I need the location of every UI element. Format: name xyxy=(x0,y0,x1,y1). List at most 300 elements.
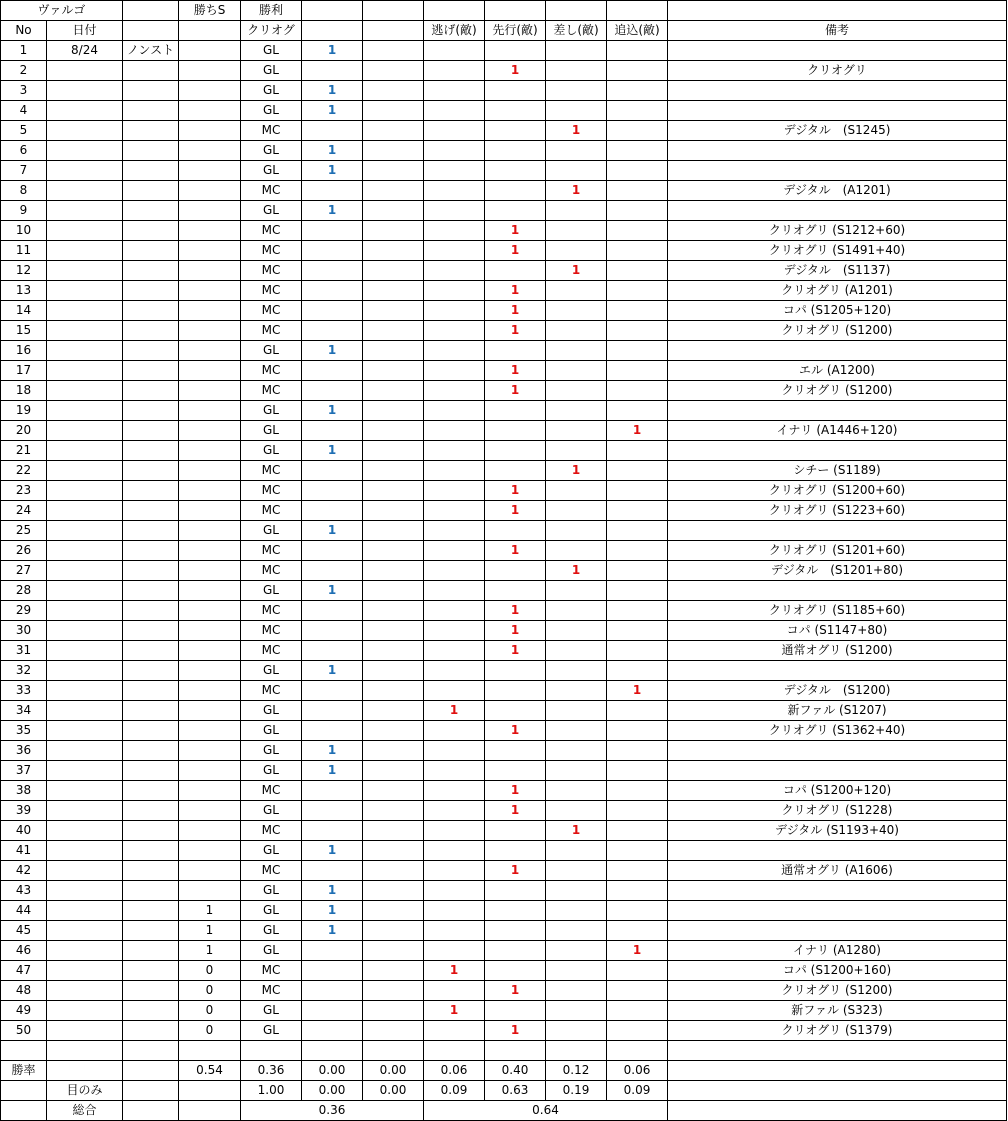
row-kuriogu[interactable] xyxy=(302,981,363,1001)
row-senko[interactable] xyxy=(485,881,546,901)
row-no[interactable]: 15 xyxy=(1,321,47,341)
row-senko[interactable] xyxy=(485,341,546,361)
row-col-d[interactable] xyxy=(179,381,241,401)
row-kachi-s[interactable]: MC xyxy=(241,861,302,881)
cell[interactable] xyxy=(363,1001,424,1021)
row-sashi[interactable] xyxy=(546,801,607,821)
row-kachi-s[interactable]: GL xyxy=(241,801,302,821)
cell[interactable] xyxy=(424,1041,485,1061)
row-date[interactable] xyxy=(47,141,123,161)
row-col-c[interactable] xyxy=(123,341,179,361)
row-note[interactable]: クリオグリ (S1223+60) xyxy=(668,501,1007,521)
row-date[interactable] xyxy=(47,461,123,481)
row-kuriogu[interactable]: 1 xyxy=(302,201,363,221)
cell[interactable] xyxy=(363,1021,424,1041)
row-note[interactable]: 通常オグリ (S1200) xyxy=(668,641,1007,661)
cell[interactable] xyxy=(363,341,424,361)
row-no[interactable]: 12 xyxy=(1,261,47,281)
row-oikomi[interactable] xyxy=(607,481,668,501)
row-senko[interactable]: 1 xyxy=(485,541,546,561)
row-col-c[interactable] xyxy=(123,361,179,381)
row-col-c[interactable] xyxy=(123,581,179,601)
row-kuriogu[interactable]: 1 xyxy=(302,401,363,421)
cell[interactable] xyxy=(363,1041,424,1061)
row-date[interactable] xyxy=(47,781,123,801)
row-col-d[interactable] xyxy=(179,321,241,341)
row-oikomi[interactable] xyxy=(607,221,668,241)
win-rate-senko[interactable]: 0.40 xyxy=(485,1061,546,1081)
row-col-c[interactable] xyxy=(123,81,179,101)
row-nige[interactable] xyxy=(424,321,485,341)
row-sashi[interactable] xyxy=(546,381,607,401)
total-left[interactable]: 0.36 xyxy=(241,1101,424,1121)
me-only-nige[interactable]: 0.09 xyxy=(424,1081,485,1101)
row-col-d[interactable] xyxy=(179,261,241,281)
row-kachi-s[interactable]: MC xyxy=(241,541,302,561)
row-senko[interactable]: 1 xyxy=(485,481,546,501)
row-kuriogu[interactable] xyxy=(302,801,363,821)
row-sashi[interactable]: 1 xyxy=(546,561,607,581)
row-no[interactable]: 19 xyxy=(1,401,47,421)
row-no[interactable]: 21 xyxy=(1,441,47,461)
row-no[interactable]: 44 xyxy=(1,901,47,921)
cell[interactable] xyxy=(363,641,424,661)
row-nige[interactable] xyxy=(424,521,485,541)
row-oikomi[interactable] xyxy=(607,961,668,981)
row-col-c[interactable] xyxy=(123,721,179,741)
row-col-c[interactable] xyxy=(123,221,179,241)
row-senko[interactable] xyxy=(485,121,546,141)
row-kuriogu[interactable] xyxy=(302,121,363,141)
row-sashi[interactable] xyxy=(546,621,607,641)
cell[interactable] xyxy=(123,1101,179,1121)
row-note[interactable]: クリオグリ (S1201+60) xyxy=(668,541,1007,561)
row-no[interactable]: 4 xyxy=(1,101,47,121)
row-no[interactable]: 23 xyxy=(1,481,47,501)
row-date[interactable] xyxy=(47,881,123,901)
row-date[interactable] xyxy=(47,61,123,81)
row-no[interactable]: 50 xyxy=(1,1021,47,1041)
row-senko[interactable] xyxy=(485,421,546,441)
win-rate-col-g[interactable]: 0.00 xyxy=(363,1061,424,1081)
row-oikomi[interactable] xyxy=(607,81,668,101)
row-sashi[interactable]: 1 xyxy=(546,261,607,281)
row-col-c[interactable] xyxy=(123,1021,179,1041)
row-no[interactable]: 45 xyxy=(1,921,47,941)
cell[interactable] xyxy=(363,461,424,481)
row-nige[interactable] xyxy=(424,61,485,81)
win-rate-oikomi[interactable]: 0.06 xyxy=(607,1061,668,1081)
row-sashi[interactable] xyxy=(546,921,607,941)
row-note[interactable] xyxy=(668,341,1007,361)
row-kachi-s[interactable]: MC xyxy=(241,641,302,661)
row-sashi[interactable] xyxy=(546,241,607,261)
row-senko[interactable]: 1 xyxy=(485,621,546,641)
cell[interactable] xyxy=(47,1041,123,1061)
row-nige[interactable] xyxy=(424,661,485,681)
row-senko[interactable] xyxy=(485,701,546,721)
row-sashi[interactable] xyxy=(546,521,607,541)
cell[interactable] xyxy=(668,1041,1007,1061)
row-oikomi[interactable] xyxy=(607,741,668,761)
row-kuriogu[interactable] xyxy=(302,601,363,621)
row-nige[interactable]: 1 xyxy=(424,1001,485,1021)
row-senko[interactable] xyxy=(485,921,546,941)
cell[interactable] xyxy=(363,781,424,801)
row-kachi-s[interactable]: GL xyxy=(241,521,302,541)
row-oikomi[interactable] xyxy=(607,61,668,81)
row-date[interactable] xyxy=(47,561,123,581)
cell[interactable] xyxy=(363,221,424,241)
row-kachi-s[interactable]: MC xyxy=(241,301,302,321)
cell[interactable] xyxy=(179,1041,241,1061)
row-nige[interactable] xyxy=(424,41,485,61)
row-oikomi[interactable] xyxy=(607,1001,668,1021)
row-no[interactable]: 10 xyxy=(1,221,47,241)
row-oikomi[interactable] xyxy=(607,761,668,781)
row-kuriogu[interactable]: 1 xyxy=(302,521,363,541)
row-col-d[interactable] xyxy=(179,721,241,741)
cell[interactable] xyxy=(363,321,424,341)
row-nige[interactable] xyxy=(424,621,485,641)
row-oikomi[interactable] xyxy=(607,321,668,341)
row-date[interactable] xyxy=(47,1021,123,1041)
cell[interactable] xyxy=(363,601,424,621)
row-date[interactable] xyxy=(47,361,123,381)
row-kachi-s[interactable]: GL xyxy=(241,161,302,181)
row-no[interactable]: 27 xyxy=(1,561,47,581)
row-col-d[interactable] xyxy=(179,481,241,501)
cell[interactable] xyxy=(241,1041,302,1061)
row-kuriogu[interactable] xyxy=(302,781,363,801)
row-senko[interactable]: 1 xyxy=(485,361,546,381)
cell[interactable] xyxy=(363,201,424,221)
row-col-d[interactable] xyxy=(179,421,241,441)
row-col-c[interactable] xyxy=(123,421,179,441)
row-no[interactable]: 49 xyxy=(1,1001,47,1021)
row-date[interactable] xyxy=(47,441,123,461)
row-kuriogu[interactable]: 1 xyxy=(302,741,363,761)
row-note[interactable] xyxy=(668,761,1007,781)
row-oikomi[interactable]: 1 xyxy=(607,941,668,961)
row-sashi[interactable] xyxy=(546,741,607,761)
cell[interactable] xyxy=(1,1041,47,1061)
row-kachi-s[interactable]: MC xyxy=(241,381,302,401)
row-sashi[interactable] xyxy=(546,541,607,561)
row-col-c[interactable] xyxy=(123,441,179,461)
row-note[interactable] xyxy=(668,41,1007,61)
header-col-d[interactable] xyxy=(179,21,241,41)
row-kachi-s[interactable]: MC xyxy=(241,561,302,581)
row-sashi[interactable] xyxy=(546,161,607,181)
group-header-kachi-s[interactable]: 勝ちS xyxy=(179,1,241,21)
row-note[interactable]: クリオグリ (A1201) xyxy=(668,281,1007,301)
row-date[interactable] xyxy=(47,481,123,501)
row-kachi-s[interactable]: GL xyxy=(241,701,302,721)
me-only-col-g[interactable]: 0.00 xyxy=(363,1081,424,1101)
row-no[interactable]: 14 xyxy=(1,301,47,321)
row-col-d[interactable] xyxy=(179,601,241,621)
row-kachi-s[interactable]: GL xyxy=(241,141,302,161)
row-kachi-s[interactable]: GL xyxy=(241,101,302,121)
cell[interactable] xyxy=(363,761,424,781)
row-note[interactable] xyxy=(668,401,1007,421)
cell[interactable] xyxy=(363,441,424,461)
row-kachi-s[interactable]: MC xyxy=(241,361,302,381)
sheet-title[interactable]: ヴァルゴ xyxy=(1,1,123,21)
row-note[interactable]: クリオグリ (S1491+40) xyxy=(668,241,1007,261)
row-no[interactable]: 37 xyxy=(1,761,47,781)
row-no[interactable]: 17 xyxy=(1,361,47,381)
cell[interactable] xyxy=(485,1,546,21)
row-col-c[interactable] xyxy=(123,741,179,761)
cell[interactable] xyxy=(363,161,424,181)
cell[interactable] xyxy=(302,1041,363,1061)
row-date[interactable] xyxy=(47,161,123,181)
row-date[interactable] xyxy=(47,301,123,321)
row-no[interactable]: 48 xyxy=(1,981,47,1001)
row-date[interactable] xyxy=(47,721,123,741)
row-col-d[interactable] xyxy=(179,281,241,301)
row-senko[interactable]: 1 xyxy=(485,1021,546,1041)
row-oikomi[interactable] xyxy=(607,621,668,641)
row-nige[interactable] xyxy=(424,801,485,821)
win-rate-kuriogu[interactable]: 0.36 xyxy=(241,1061,302,1081)
row-col-c[interactable] xyxy=(123,101,179,121)
cell[interactable] xyxy=(363,61,424,81)
row-sashi[interactable] xyxy=(546,841,607,861)
row-sashi[interactable] xyxy=(546,61,607,81)
row-senko[interactable] xyxy=(485,901,546,921)
row-col-c[interactable] xyxy=(123,861,179,881)
row-senko[interactable] xyxy=(485,101,546,121)
row-sashi[interactable] xyxy=(546,1001,607,1021)
row-note[interactable] xyxy=(668,141,1007,161)
me-only-sashi[interactable]: 0.19 xyxy=(546,1081,607,1101)
row-kachi-s[interactable]: GL xyxy=(241,41,302,61)
cell[interactable] xyxy=(363,281,424,301)
row-col-c[interactable] xyxy=(123,881,179,901)
row-note[interactable] xyxy=(668,201,1007,221)
cell[interactable] xyxy=(363,421,424,441)
row-senko[interactable]: 1 xyxy=(485,781,546,801)
row-date[interactable] xyxy=(47,701,123,721)
cell[interactable] xyxy=(363,681,424,701)
row-senko[interactable] xyxy=(485,141,546,161)
row-col-c[interactable] xyxy=(123,961,179,981)
row-kuriogu[interactable] xyxy=(302,541,363,561)
row-col-c[interactable] xyxy=(123,61,179,81)
row-nige[interactable] xyxy=(424,421,485,441)
row-no[interactable]: 16 xyxy=(1,341,47,361)
cell[interactable] xyxy=(363,121,424,141)
row-col-d[interactable] xyxy=(179,401,241,421)
header-col-f[interactable] xyxy=(302,21,363,41)
row-oikomi[interactable] xyxy=(607,461,668,481)
row-col-c[interactable] xyxy=(123,321,179,341)
row-col-c[interactable] xyxy=(123,901,179,921)
header-oikomi[interactable]: 追込(敵) xyxy=(607,21,668,41)
row-kachi-s[interactable]: GL xyxy=(241,581,302,601)
row-kuriogu[interactable] xyxy=(302,861,363,881)
row-col-d[interactable] xyxy=(179,861,241,881)
row-no[interactable]: 38 xyxy=(1,781,47,801)
row-no[interactable]: 35 xyxy=(1,721,47,741)
row-note[interactable]: エル (A1200) xyxy=(668,361,1007,381)
row-date[interactable] xyxy=(47,501,123,521)
row-no[interactable]: 2 xyxy=(1,61,47,81)
row-note[interactable] xyxy=(668,661,1007,681)
cell[interactable] xyxy=(363,141,424,161)
header-col-c[interactable] xyxy=(123,21,179,41)
row-note[interactable] xyxy=(668,81,1007,101)
row-kuriogu[interactable]: 1 xyxy=(302,841,363,861)
row-col-d[interactable] xyxy=(179,621,241,641)
win-rate-s[interactable]: 0.54 xyxy=(179,1061,241,1081)
row-nige[interactable] xyxy=(424,401,485,421)
cell[interactable] xyxy=(363,661,424,681)
row-kuriogu[interactable] xyxy=(302,241,363,261)
row-sashi[interactable] xyxy=(546,101,607,121)
row-col-d[interactable] xyxy=(179,541,241,561)
row-sashi[interactable]: 1 xyxy=(546,181,607,201)
header-senko[interactable]: 先行(敵) xyxy=(485,21,546,41)
row-note[interactable]: シチー (S1189) xyxy=(668,461,1007,481)
row-kachi-s[interactable]: GL xyxy=(241,201,302,221)
me-only-kuriogu[interactable]: 1.00 xyxy=(241,1081,302,1101)
header-sashi[interactable]: 差し(敵) xyxy=(546,21,607,41)
row-senko[interactable] xyxy=(485,961,546,981)
row-senko[interactable] xyxy=(485,841,546,861)
row-oikomi[interactable] xyxy=(607,661,668,681)
cell[interactable] xyxy=(1,1101,47,1121)
row-no[interactable]: 30 xyxy=(1,621,47,641)
row-kuriogu[interactable] xyxy=(302,1021,363,1041)
cell[interactable] xyxy=(123,1,179,21)
row-nige[interactable] xyxy=(424,581,485,601)
row-senko[interactable]: 1 xyxy=(485,321,546,341)
row-sashi[interactable] xyxy=(546,81,607,101)
win-rate-sashi[interactable]: 0.12 xyxy=(546,1061,607,1081)
row-nige[interactable] xyxy=(424,501,485,521)
row-col-c[interactable] xyxy=(123,181,179,201)
row-no[interactable]: 20 xyxy=(1,421,47,441)
row-oikomi[interactable] xyxy=(607,841,668,861)
row-col-d[interactable] xyxy=(179,101,241,121)
row-kuriogu[interactable] xyxy=(302,821,363,841)
row-kuriogu[interactable]: 1 xyxy=(302,881,363,901)
row-kachi-s[interactable]: GL xyxy=(241,761,302,781)
row-sashi[interactable] xyxy=(546,281,607,301)
row-kachi-s[interactable]: MC xyxy=(241,601,302,621)
row-col-c[interactable] xyxy=(123,141,179,161)
row-nige[interactable] xyxy=(424,161,485,181)
row-date[interactable] xyxy=(47,861,123,881)
row-oikomi[interactable] xyxy=(607,821,668,841)
cell[interactable] xyxy=(607,1,668,21)
row-date[interactable] xyxy=(47,741,123,761)
row-kachi-s[interactable]: MC xyxy=(241,281,302,301)
row-note[interactable] xyxy=(668,921,1007,941)
row-oikomi[interactable] xyxy=(607,381,668,401)
group-header-shouri[interactable]: 勝利 xyxy=(241,1,302,21)
row-kuriogu[interactable] xyxy=(302,181,363,201)
row-nige[interactable] xyxy=(424,121,485,141)
cell[interactable] xyxy=(424,1,485,21)
row-sashi[interactable] xyxy=(546,981,607,1001)
row-note[interactable]: クリオグリ (S1362+40) xyxy=(668,721,1007,741)
row-senko[interactable] xyxy=(485,941,546,961)
row-senko[interactable]: 1 xyxy=(485,801,546,821)
row-date[interactable] xyxy=(47,921,123,941)
cell[interactable] xyxy=(123,1041,179,1061)
row-nige[interactable] xyxy=(424,881,485,901)
row-sashi[interactable] xyxy=(546,401,607,421)
row-col-d[interactable] xyxy=(179,441,241,461)
row-kachi-s[interactable]: MC xyxy=(241,781,302,801)
row-no[interactable]: 18 xyxy=(1,381,47,401)
cell[interactable] xyxy=(363,261,424,281)
cell[interactable] xyxy=(363,921,424,941)
row-note[interactable] xyxy=(668,161,1007,181)
row-no[interactable]: 9 xyxy=(1,201,47,221)
row-kuriogu[interactable] xyxy=(302,621,363,641)
cell[interactable] xyxy=(363,741,424,761)
cell[interactable] xyxy=(363,621,424,641)
row-sashi[interactable] xyxy=(546,301,607,321)
row-col-c[interactable] xyxy=(123,521,179,541)
row-col-d[interactable] xyxy=(179,761,241,781)
row-kachi-s[interactable]: GL xyxy=(241,421,302,441)
row-oikomi[interactable]: 1 xyxy=(607,421,668,441)
row-nige[interactable] xyxy=(424,241,485,261)
row-col-d[interactable]: 0 xyxy=(179,981,241,1001)
row-no[interactable]: 11 xyxy=(1,241,47,261)
row-kachi-s[interactable]: MC xyxy=(241,981,302,1001)
row-senko[interactable] xyxy=(485,181,546,201)
row-kuriogu[interactable] xyxy=(302,701,363,721)
row-date[interactable] xyxy=(47,261,123,281)
row-senko[interactable] xyxy=(485,821,546,841)
header-no[interactable]: No xyxy=(1,21,47,41)
row-note[interactable]: コパ (S1200+120) xyxy=(668,781,1007,801)
row-oikomi[interactable] xyxy=(607,921,668,941)
row-sashi[interactable] xyxy=(546,781,607,801)
header-date[interactable]: 日付 xyxy=(47,21,123,41)
row-date[interactable] xyxy=(47,521,123,541)
row-nige[interactable] xyxy=(424,201,485,221)
row-kachi-s[interactable]: MC xyxy=(241,621,302,641)
row-date[interactable] xyxy=(47,761,123,781)
row-date[interactable] xyxy=(47,581,123,601)
row-col-d[interactable] xyxy=(179,221,241,241)
cell[interactable] xyxy=(363,501,424,521)
row-col-c[interactable] xyxy=(123,261,179,281)
row-oikomi[interactable] xyxy=(607,261,668,281)
row-col-d[interactable] xyxy=(179,561,241,581)
row-col-c[interactable] xyxy=(123,801,179,821)
row-kuriogu[interactable] xyxy=(302,381,363,401)
row-no[interactable]: 29 xyxy=(1,601,47,621)
row-oikomi[interactable] xyxy=(607,161,668,181)
total-label[interactable]: 総合 xyxy=(47,1101,123,1121)
row-col-d[interactable] xyxy=(179,781,241,801)
row-date[interactable] xyxy=(47,281,123,301)
cell[interactable] xyxy=(363,101,424,121)
row-oikomi[interactable] xyxy=(607,41,668,61)
row-sashi[interactable] xyxy=(546,221,607,241)
row-kachi-s[interactable]: MC xyxy=(241,241,302,261)
